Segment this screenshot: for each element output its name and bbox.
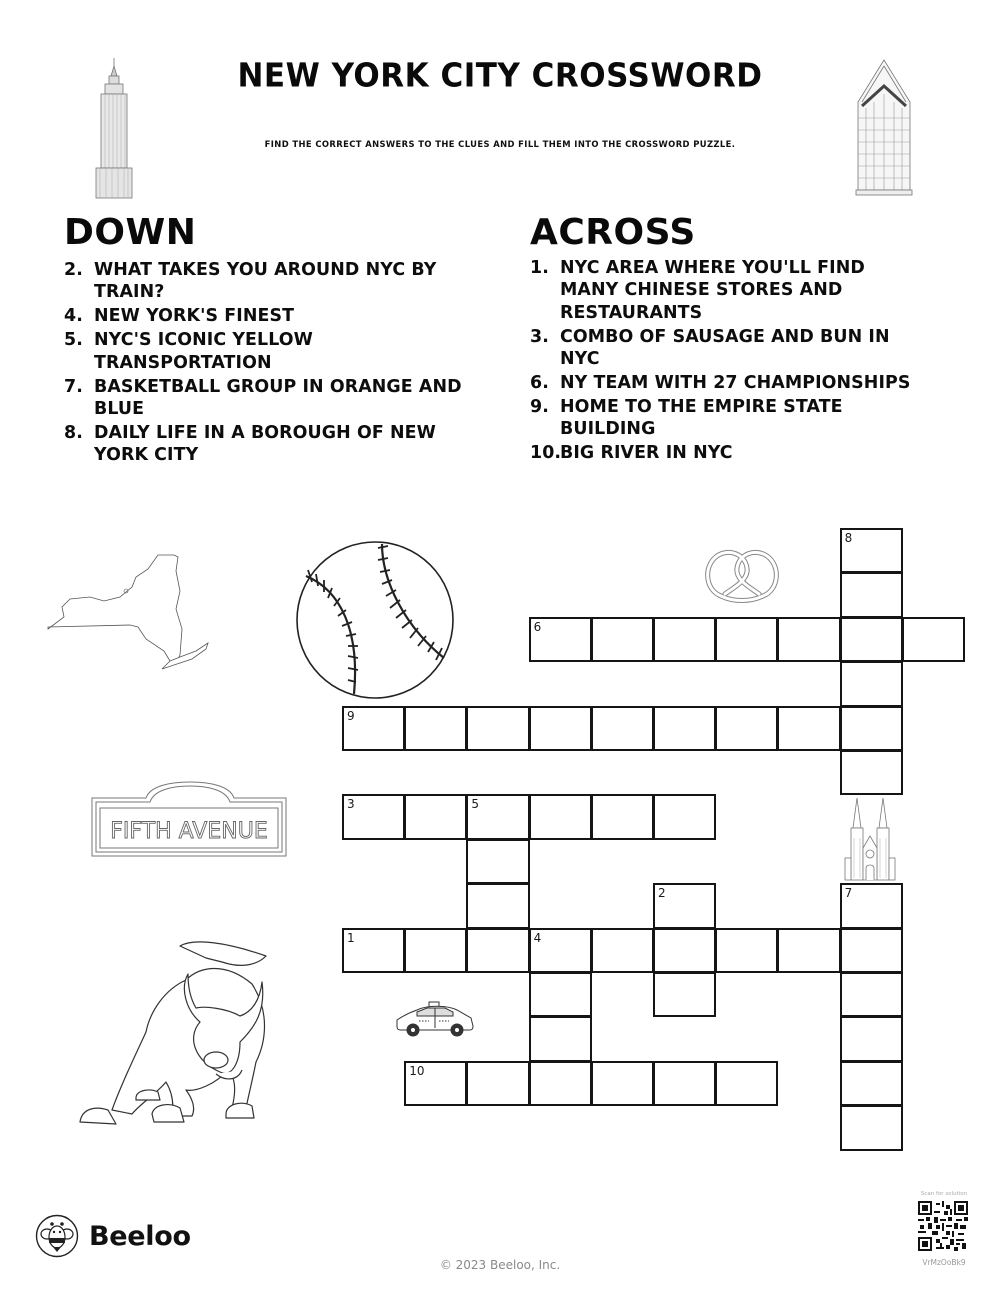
empire-state-building-icon <box>92 58 136 200</box>
crossword-cell[interactable] <box>466 839 529 884</box>
crossword-cell[interactable] <box>466 1061 529 1106</box>
page-title: NEW YORK CITY CROSSWORD <box>237 57 763 95</box>
down-clue: 2. WHAT TAKES YOU AROUND NYC BY TRAIN? <box>64 260 437 303</box>
crossword-cell[interactable] <box>902 617 965 662</box>
across-heading: ACROSS <box>530 212 696 253</box>
across-clue: 6. NY TEAM WITH 27 CHAMPIONSHIPS <box>530 373 911 394</box>
clue-number: 3 <box>347 797 355 812</box>
crossword-cell[interactable] <box>529 1016 592 1061</box>
down-clue-list <box>64 259 484 467</box>
across-clue: 3. COMBO OF SAUSAGE AND BUN IN NYC <box>530 326 890 370</box>
instructions: FIND THE CORRECT ANSWERS TO THE CLUES AND FILL THEM INTO THE CROSSWORD PUZZLE. <box>264 139 736 149</box>
crossword-cell[interactable] <box>466 706 529 751</box>
beeloo-logo <box>35 1214 191 1258</box>
bee-logo-icon <box>35 1214 79 1258</box>
qr-label: Scan for solution <box>920 1191 968 1197</box>
clue-number: 6 <box>533 619 542 634</box>
crossword-cell[interactable] <box>653 928 716 973</box>
across-clue: 1. NYC AREA WHERE YOU'LL FIND MANY CHINESE STORES AND RESTAURANTS <box>530 258 865 323</box>
crossword-cell[interactable] <box>466 883 529 928</box>
baseball-icon <box>294 540 456 700</box>
crossword-cell[interactable] <box>715 1061 778 1106</box>
down-clue: 7. BASKETBALL GROUP IN ORANGE AND BLUE <box>64 376 462 419</box>
crossword-cell[interactable] <box>653 617 716 662</box>
crossword-cell[interactable] <box>342 706 405 751</box>
crossword-cell[interactable] <box>653 794 716 839</box>
down-clue: 5. NYC'S ICONIC YELLOW TRANSPORTATION <box>64 330 313 373</box>
crossword-cell[interactable] <box>715 617 778 662</box>
crossword-cell[interactable] <box>529 617 592 662</box>
crossword-cell[interactable] <box>529 706 592 751</box>
crossword-cell[interactable] <box>342 794 405 839</box>
clue-number: 5 <box>471 797 480 812</box>
crossword-cell[interactable] <box>342 928 405 973</box>
new-york-state-map-icon <box>46 551 210 683</box>
crossword-cell[interactable] <box>653 1061 716 1106</box>
across-clue: 10.BIG RIVER IN NYC <box>530 443 733 464</box>
crossword-cell[interactable] <box>840 972 903 1017</box>
taxi-icon <box>393 1000 477 1038</box>
clue-number: 4 <box>533 930 542 945</box>
clue-number: 10 <box>409 1063 425 1078</box>
crossword-cell[interactable] <box>840 883 903 928</box>
crossword-cell[interactable] <box>840 661 903 706</box>
qr-code-icon[interactable] <box>918 1201 968 1251</box>
crossword-cell[interactable] <box>840 1061 903 1106</box>
clue-number: 8 <box>844 531 853 545</box>
crossword-cell[interactable] <box>840 750 903 795</box>
brand-name: Beeloo <box>89 1220 191 1252</box>
crossword-cell[interactable] <box>404 794 467 839</box>
across-clue: 9. HOME TO THE EMPIRE STATE BUILDING <box>530 396 843 440</box>
crossword-cell[interactable] <box>404 928 467 973</box>
crossword-cell[interactable] <box>840 1105 903 1150</box>
crossword-cell[interactable] <box>777 706 840 751</box>
crossword-cell[interactable] <box>591 617 654 662</box>
crossword-cell[interactable] <box>529 1061 592 1106</box>
crossword-cell[interactable] <box>715 928 778 973</box>
crossword-cell[interactable] <box>840 1016 903 1061</box>
crossword-cell[interactable] <box>591 794 654 839</box>
svg-text:FIFTH AVENUE: FIFTH AVENUE <box>110 819 268 844</box>
pretzel-icon <box>703 544 781 606</box>
down-section <box>64 212 484 468</box>
st-patricks-cathedral-icon <box>843 798 899 882</box>
crossword-cell[interactable] <box>653 883 716 928</box>
down-clue: 8. DAILY LIFE IN A BOROUGH OF NEW YORK CITY <box>64 422 436 466</box>
copyright: © 2023 Beeloo, Inc. <box>439 1258 561 1272</box>
clue-number: 1 <box>347 930 355 945</box>
crossword-cell[interactable] <box>840 617 903 662</box>
crossword-cell[interactable] <box>466 928 529 973</box>
fifth-avenue-sign-icon <box>90 780 288 858</box>
crossword-cell[interactable] <box>466 794 529 839</box>
crossword-cell[interactable] <box>404 1061 467 1106</box>
crossword-cell[interactable] <box>777 928 840 973</box>
crossword-cell[interactable] <box>840 928 903 973</box>
crossword-cell[interactable] <box>591 928 654 973</box>
crossword-cell[interactable] <box>529 972 592 1017</box>
across-clue-list <box>530 257 920 465</box>
across-section <box>530 212 920 466</box>
qr-code-id: VrMzOoBk9 <box>922 1258 966 1267</box>
crossword-cell[interactable] <box>529 928 592 973</box>
clue-number: 9 <box>347 708 355 723</box>
crossword-cell[interactable] <box>777 617 840 662</box>
crossword-cell[interactable] <box>840 706 903 751</box>
clue-number: 2 <box>658 886 666 901</box>
down-heading: DOWN <box>64 212 197 253</box>
charging-bull-icon <box>76 932 282 1128</box>
clue-number: 7 <box>844 886 853 901</box>
crossword-cell[interactable] <box>715 706 778 751</box>
crossword-cell[interactable] <box>404 706 467 751</box>
crossword-cell[interactable] <box>653 706 716 751</box>
crossword-cell[interactable] <box>653 972 716 1017</box>
flatiron-building-icon <box>852 58 916 198</box>
crossword-cell[interactable] <box>840 528 903 573</box>
crossword-cell[interactable] <box>529 794 592 839</box>
crossword-cell[interactable] <box>591 706 654 751</box>
down-clue: 4. NEW YORK'S FINEST <box>64 306 295 327</box>
crossword-cell[interactable] <box>840 572 903 617</box>
crossword-cell[interactable] <box>591 1061 654 1106</box>
